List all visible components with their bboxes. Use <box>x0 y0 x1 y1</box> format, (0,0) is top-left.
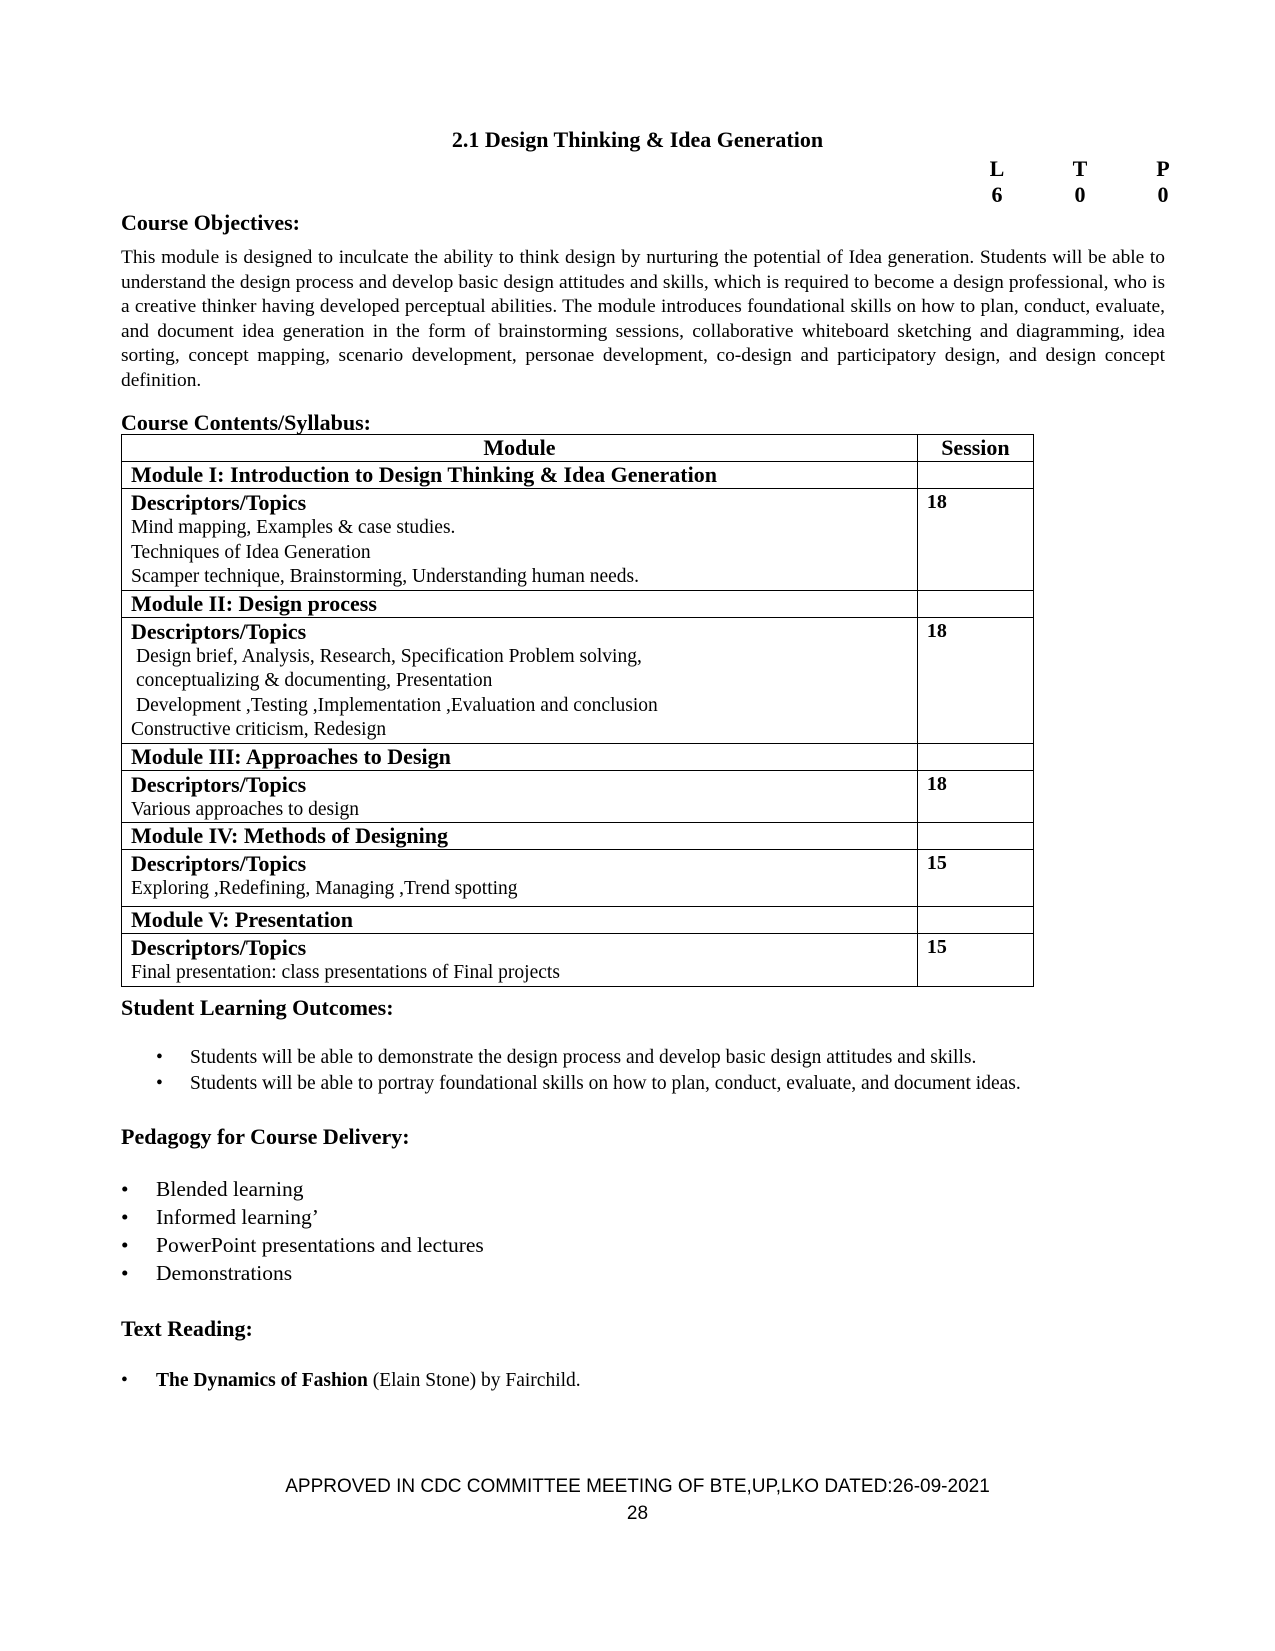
descriptor-line-text: Development ,Testing ,Implementation ,Evaluation and conclusion <box>136 694 658 716</box>
descriptor-line <box>131 565 908 590</box>
list-item: • Informed learning’ <box>121 1203 484 1231</box>
ltp-value-row <box>985 182 1175 208</box>
module-title-row <box>122 823 1034 850</box>
page-footer <box>0 1473 1275 1527</box>
descriptor-line-text: Scamper technique, Brainstorming, Understanding human needs. <box>131 566 639 587</box>
module-title-session-cell <box>917 823 1033 850</box>
descriptor-line <box>131 516 908 541</box>
ltp-header-row <box>985 156 1175 182</box>
descriptor-cell <box>122 770 918 823</box>
module-title-session-cell <box>917 590 1033 617</box>
list-item: • Students will be able to portray foundational skills on how to plan, conduct, evaluate, and document ideas. <box>150 1071 1021 1097</box>
module-title: Module II: Design process <box>122 590 918 617</box>
ltp-header-l: L <box>989 156 1005 181</box>
ltp-block <box>985 156 1175 208</box>
descriptor-cell <box>122 489 918 591</box>
module-title-row <box>122 590 1034 617</box>
reading-heading: Text Reading: <box>121 1316 253 1341</box>
book-title: The Dynamics of Fashion <box>156 1370 368 1391</box>
descriptor-cell <box>122 617 918 743</box>
pedagogy-heading: Pedagogy for Course Delivery: <box>121 1124 410 1149</box>
ltp-header-t: T <box>1072 156 1088 181</box>
descriptor-title: Descriptors/Topics <box>131 618 307 644</box>
pedagogy-list <box>121 1175 484 1287</box>
module-title-session-cell <box>917 743 1033 770</box>
reading-list <box>121 1368 581 1394</box>
session-count: 18 <box>917 770 1033 823</box>
outcomes-list <box>150 1045 1021 1097</box>
module-title: Module I: Introduction to Design Thinking & Idea Generation <box>122 462 918 489</box>
ltp-header-p: P <box>1156 156 1170 181</box>
book-details: (Elain Stone) by Fairchild. <box>367 1370 581 1391</box>
ltp-value-l: 6 <box>991 182 1003 207</box>
syllabus-header-row <box>122 435 1034 462</box>
module-title-row <box>122 462 1034 489</box>
list-item: • Students will be able to demonstrate the design process and develop basic design attitudes and skills. <box>150 1045 1021 1071</box>
module-title-session-cell <box>917 907 1033 934</box>
descriptor-line <box>131 645 908 670</box>
descriptor-cell <box>122 850 918 907</box>
module-column-header: Module <box>122 435 918 462</box>
descriptor-line-text: Constructive criticism, Redesign <box>131 719 387 740</box>
objectives-text: This module is designed to inculcate the ability to think design by nurturing the potential of Idea generation. Students will be able to understand the design process and develop basic design attitudes and skills, which is required to become a design professional, who is a creative thinker having developed perceptual abilities. The module introduces foundational skills on how to plan, conduct, evaluate, and document idea generation in the form of brainstorming sessions, collaborative whiteboard sketching and diagramming, idea sorting, concept mapping, scenario development, personae development, co-design and participatory design, and design concept definition. <box>121 247 1165 391</box>
list-item: • PowerPoint presentations and lectures <box>121 1231 484 1259</box>
descriptor-line <box>131 798 908 823</box>
module-title-row <box>122 743 1034 770</box>
session-count: 15 <box>917 934 1033 987</box>
module-descriptor-row <box>122 850 1034 907</box>
syllabus-heading: Course Contents/Syllabus: <box>121 410 371 435</box>
descriptor-line <box>131 718 908 743</box>
module-descriptor-row <box>122 770 1034 823</box>
descriptor-title: Descriptors/Topics <box>131 935 307 960</box>
session-count: 15 <box>917 850 1033 907</box>
objectives-heading: Course Objectives: <box>121 210 301 235</box>
session-count: 18 <box>917 489 1033 591</box>
descriptor-line <box>131 961 908 986</box>
descriptor-line-text: Mind mapping, Examples & case studies. <box>131 517 456 538</box>
descriptor-line-text: conceptualizing & documenting, Presentation <box>136 670 493 691</box>
module-descriptor-row <box>122 617 1034 743</box>
descriptor-line <box>131 877 908 902</box>
ltp-value-p: 0 <box>1157 182 1169 207</box>
module-title: Module IV: Methods of Designing <box>122 823 918 850</box>
list-item <box>121 1368 581 1394</box>
descriptor-line-text: Design brief, Analysis, Research, Specification Problem solving, <box>136 645 642 667</box>
list-item: • Demonstrations <box>121 1259 484 1287</box>
descriptor-title: Descriptors/Topics <box>131 851 307 876</box>
descriptor-line-text: Techniques of Idea Generation <box>131 541 371 563</box>
course-title: 2.1 Design Thinking & Idea Generation <box>451 127 824 152</box>
module-title: Module III: Approaches to Design <box>122 743 918 770</box>
module-descriptor-row <box>122 934 1034 987</box>
session-column-header: Session <box>917 435 1033 462</box>
descriptor-line-text: Various approaches to design <box>131 798 359 820</box>
outcomes-heading: Student Learning Outcomes: <box>121 995 394 1020</box>
descriptor-line-text: Final presentation: class presentations of Final projects <box>131 962 560 983</box>
page-number: 28 <box>626 1503 649 1524</box>
descriptor-title: Descriptors/Topics <box>131 490 307 515</box>
module-title: Module V: Presentation <box>122 907 918 934</box>
ltp-value-t: 0 <box>1074 182 1086 207</box>
module-descriptor-row <box>122 489 1034 591</box>
descriptor-line <box>131 541 908 566</box>
syllabus-table <box>121 434 1034 987</box>
descriptor-line-text: Exploring ,Redefining, Managing ,Trend spotting <box>131 878 518 899</box>
module-title-row <box>122 907 1034 934</box>
module-title-session-cell <box>917 462 1033 489</box>
list-item: • Blended learning <box>121 1175 484 1203</box>
descriptor-title: Descriptors/Topics <box>131 771 307 797</box>
approval-note: APPROVED IN CDC COMMITTEE MEETING OF BTE,UP,LKO DATED:26-09-2021 <box>285 1476 990 1497</box>
session-count: 18 <box>917 617 1033 743</box>
descriptor-cell <box>122 934 918 987</box>
descriptor-line <box>131 669 908 694</box>
descriptor-line <box>131 694 908 719</box>
